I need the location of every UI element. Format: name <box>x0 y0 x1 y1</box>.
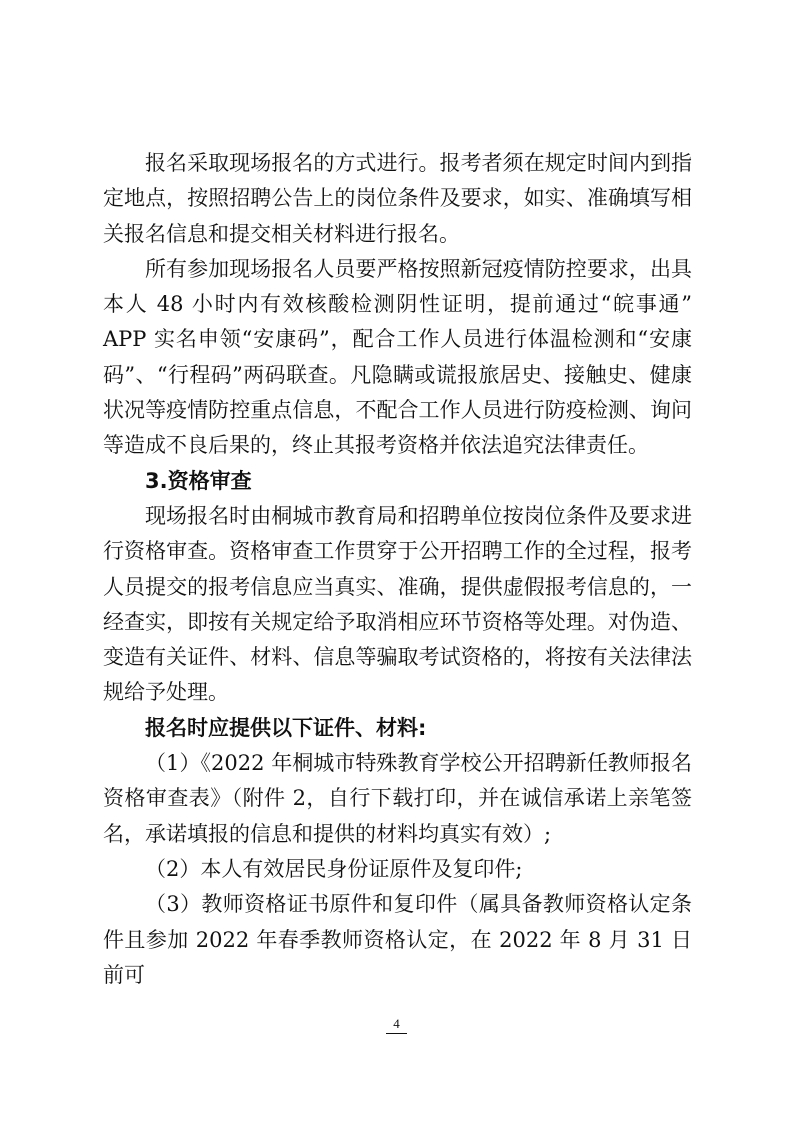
page-number-footer <box>0 1016 793 1034</box>
document-body <box>103 146 692 993</box>
paragraph-epidemic-prevention: 所有参加现场报名人员要严格按照新冠疫情防控要求，出具本人 48 小时内有效核酸检测阴性证明，提前通过“皖事通” APP 实名申领“安康码”，配合工作人员进行体温检测和“安康码”、“行程码”两码联查。凡隐瞒或谎报旅居史、接触史、健康状况等疫情防控重点信息，不配合工作人员进行防疫检测、询问等造成不良后果的，终止其报考资格并依法追究法律责任。 <box>103 256 692 458</box>
list-item-material-3: （3）教师资格证书原件和复印件（属具备教师资格认定条件且参加 2022 年春季教师资格认定，在 2022 年 8 月 31 日前可 <box>103 892 692 987</box>
list-item-material-2: （2）本人有效居民身份证原件及复印件; <box>145 856 523 881</box>
paragraph-qualification-review: 现场报名时由桐城市教育局和招聘单位按岗位条件及要求进行资格审查。资格审查工作贯穿于公开招聘工作的全过程，报考人员提交的报考信息应当真实、准确，提供虚假报考信息的，一经查实，即按有关规定给予取消相应环节资格等处理。对伪造、变造有关证件、材料、信息等骗取考试资格的，将按有关法律法规给予处理。 <box>103 503 692 705</box>
section-heading-qualification-review: 3.资格审查 <box>145 468 252 493</box>
paragraph-registration-method: 报名采取现场报名的方式进行。报考者须在规定时间内到指定地点，按照招聘公告上的岗位条件及要求，如实、准确填写相关报名信息和提交相关材料进行报名。 <box>103 151 692 246</box>
heading-required-materials: 报名时应提供以下证件、材料: <box>145 715 427 740</box>
page-number: 4 <box>386 1016 407 1034</box>
list-item-material-1: （1）《2022 年桐城市特殊教育学校公开招聘新任教师报名资格审查表》（附件 2，自行下载打印，并在诚信承诺上亲笔签名，承诺填报的信息和提供的材料均真实有效）; <box>103 751 692 846</box>
